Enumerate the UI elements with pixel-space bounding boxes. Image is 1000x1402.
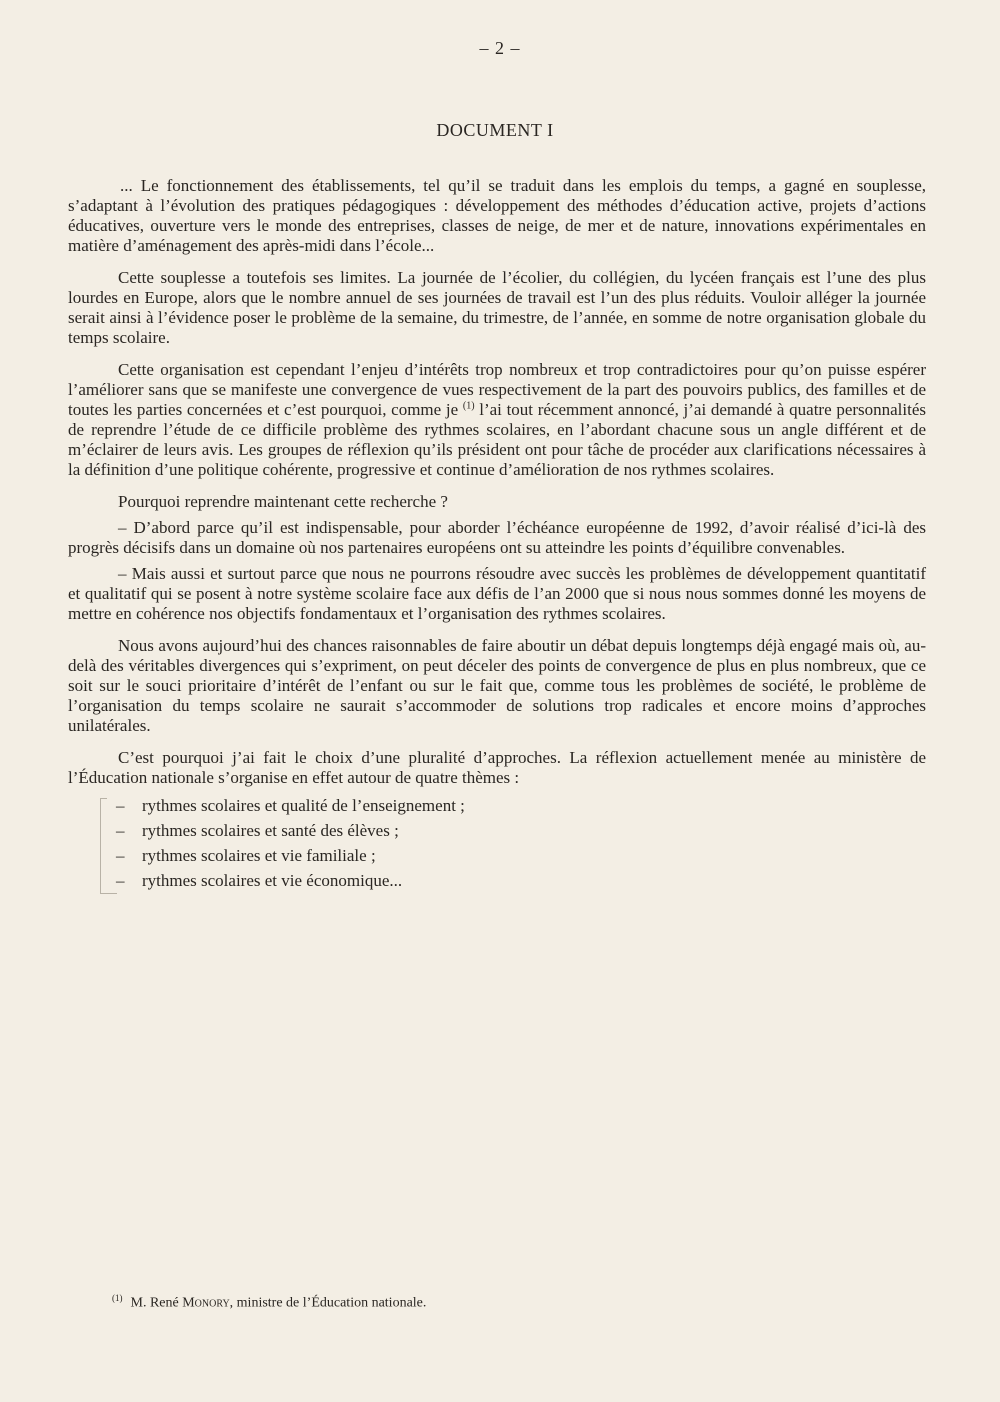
paragraph-2: Cette souplesse a toutefois ses limites. La journée de l’écolier, du collégien, du lycéen français est l’une des plus lourdes en Europe, alors que le nombre annuel de ses journées de travail est l’un des plus réduits. Vouloir alléger la journée serait ainsi à l’évidence poser le problème de la semaine, du trimestre, de l’année, en somme de notre organisation globale du temps scolaire. [68, 268, 926, 347]
themes-list [68, 796, 926, 891]
footnote-name: Monory [182, 1295, 230, 1311]
theme-item [116, 871, 926, 891]
footnote-reference: (1) [462, 400, 475, 412]
theme-item [116, 796, 926, 816]
footnote [112, 1293, 426, 1312]
theme-item [116, 846, 926, 866]
paragraph-1: ... Le fonctionnement des établissements, tel qu’il se traduit dans les emplois du temps, a gagné en souplesse, s’adaptant à l’évolution des pratiques pédagogiques : développement des méthodes d’éducation active, projets d’actions éducatives, ouverture vers le monde des entreprises, classes de neige, de mer et de nature, innovations expérimentales en matière d’aménagement des après-midi dans l’école... [68, 176, 926, 255]
paragraph-first-reason: – D’abord parce qu’il est indispensable, pour aborder l’échéance européenne de 1992, d’avoir réalisé d’ici-là des progrès décisifs dans un domaine où nos partenaires européens ont su atteindre les points d’équilibre convenables. [68, 518, 926, 557]
paragraph-4: Nous avons aujourd’hui des chances raisonnables de faire aboutir un débat depuis longtemps déjà engagé mais où, au-delà des véritables divergences qui s’expriment, on peut déceler des points de convergence de plus en plus nombreux, que ce soit sur le souci prioritaire d’intérêt de l’enfant ou sur le fait que, comme tous les problèmes de société, le problème de l’organisation du temps scolaire ne saurait s’accommoder de solutions trop radicales et encore moins d’approches unilatérales. [68, 636, 926, 735]
theme-dash: – [116, 871, 125, 890]
page-number: – 2 – [479, 38, 521, 58]
theme-dash: – [116, 821, 125, 840]
footnote-text-suffix: , ministre de l’Éducation nationale. [229, 1295, 427, 1311]
theme-text: rythmes scolaires et santé des élèves ; [142, 821, 399, 840]
footnote-marker: (1) [112, 1293, 123, 1303]
theme-dash: – [116, 846, 125, 865]
theme-dash: – [116, 796, 125, 815]
theme-text: rythmes scolaires et vie économique... [142, 871, 403, 890]
paragraph-question: Pourquoi reprendre maintenant cette recherche ? [118, 492, 448, 511]
paragraph-3 [68, 360, 926, 480]
theme-text: rythmes scolaires et vie familiale ; [142, 846, 376, 865]
paragraph-5: C’est pourquoi j’ai fait le choix d’une pluralité d’approches. La réflexion actuellement menée au ministère de l’Éducation nationale s’organise en effet autour de quatre thèmes : [68, 748, 926, 787]
theme-item [116, 821, 926, 841]
body-text [68, 176, 926, 896]
paragraph-second-reason: – Mais aussi et surtout parce que nous ne pourrons résoudre avec succès les problèmes de développement quantitatif et qualitatif qui se posent à notre système scolaire face aux défis de l’an 2000 que si nous nous sommes donné les moyens de mettre en cohérence nos objectifs fondamentaux et l’organisation des rythmes scolaires. [68, 564, 926, 623]
document-title: DOCUMENT I [436, 120, 554, 140]
footnote-text-prefix: M. René [130, 1295, 183, 1311]
paragraph-3-part-1: Cette organisation est cependant l’enjeu d’intérêts trop nombreux et trop contradictoires pour qu’on puisse espérer l’améliorer sans que se manifeste une convergence de vues respectivement de la part des pouvoirs publics, des familles et de toutes les parties concernées et c’est pourquoi, comme je [68, 360, 926, 419]
handwritten-bracket-mark [100, 798, 119, 894]
theme-text: rythmes scolaires et qualité de l’enseignement ; [142, 796, 465, 815]
paragraph-3-part-2: l’ai tout récemment annoncé, j’ai demandé à quatre personnalités de reprendre l’étude de ce difficile problème des rythmes scolaires, en l’abordant chacune sous un angle différent et de m’éclairer de leurs avis. Les groupes de réflexion qu’ils président ont pour tâche de procéder aux clarifications nécessaires à la définition d’une politique cohérente, progressive et continue d’amélioration de nos rythmes scolaires. [68, 400, 927, 479]
